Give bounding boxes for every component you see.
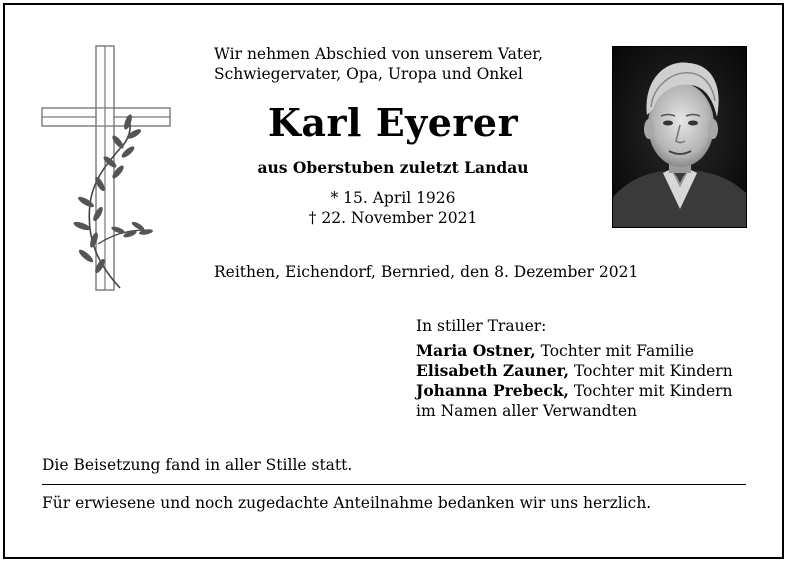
divider-line xyxy=(42,484,746,485)
intro-line-2: Schwiegervater, Opa, Uropa und Onkel xyxy=(214,65,523,83)
mourner-name: Johanna Prebeck, xyxy=(416,381,569,400)
birth-date: * 15. April 1926 xyxy=(330,189,456,207)
mourners-heading: In stiller Trauer: xyxy=(416,317,547,335)
mourner-entry xyxy=(416,361,733,381)
funeral-note: Die Beisetzung fand in aller Stille statt. xyxy=(42,456,353,474)
mourner-name: Maria Ostner, xyxy=(416,341,536,360)
thanks-note: Für erwiesene und noch zugedachte Anteilnahme bedanken wir uns herzlich. xyxy=(42,494,652,512)
mourners-closing: im Namen aller Verwandten xyxy=(416,402,637,420)
mourner-name: Elisabeth Zauner, xyxy=(416,361,570,380)
cross-with-olive-branch-icon xyxy=(38,44,178,294)
deceased-name: Karl Eyerer xyxy=(267,100,519,145)
portrait-photo xyxy=(612,46,747,228)
mourner-relation: Tochter mit Familie xyxy=(535,342,694,360)
place-and-date: Reithen, Eichendorf, Bernried, den 8. Dezember 2021 xyxy=(214,263,639,281)
deceased-origin: aus Oberstuben zuletzt Landau xyxy=(257,158,529,177)
death-date: † 22. November 2021 xyxy=(308,209,478,227)
intro-text xyxy=(214,44,543,84)
mourners-block xyxy=(416,316,733,421)
mourner-entry xyxy=(416,341,733,361)
life-dates xyxy=(214,188,572,228)
intro-line-1: Wir nehmen Abschied von unserem Vater, xyxy=(214,45,543,63)
mourner-entry xyxy=(416,381,733,401)
mourner-relation: Tochter mit Kindern xyxy=(568,382,733,400)
mourner-relation: Tochter mit Kindern xyxy=(569,362,733,380)
